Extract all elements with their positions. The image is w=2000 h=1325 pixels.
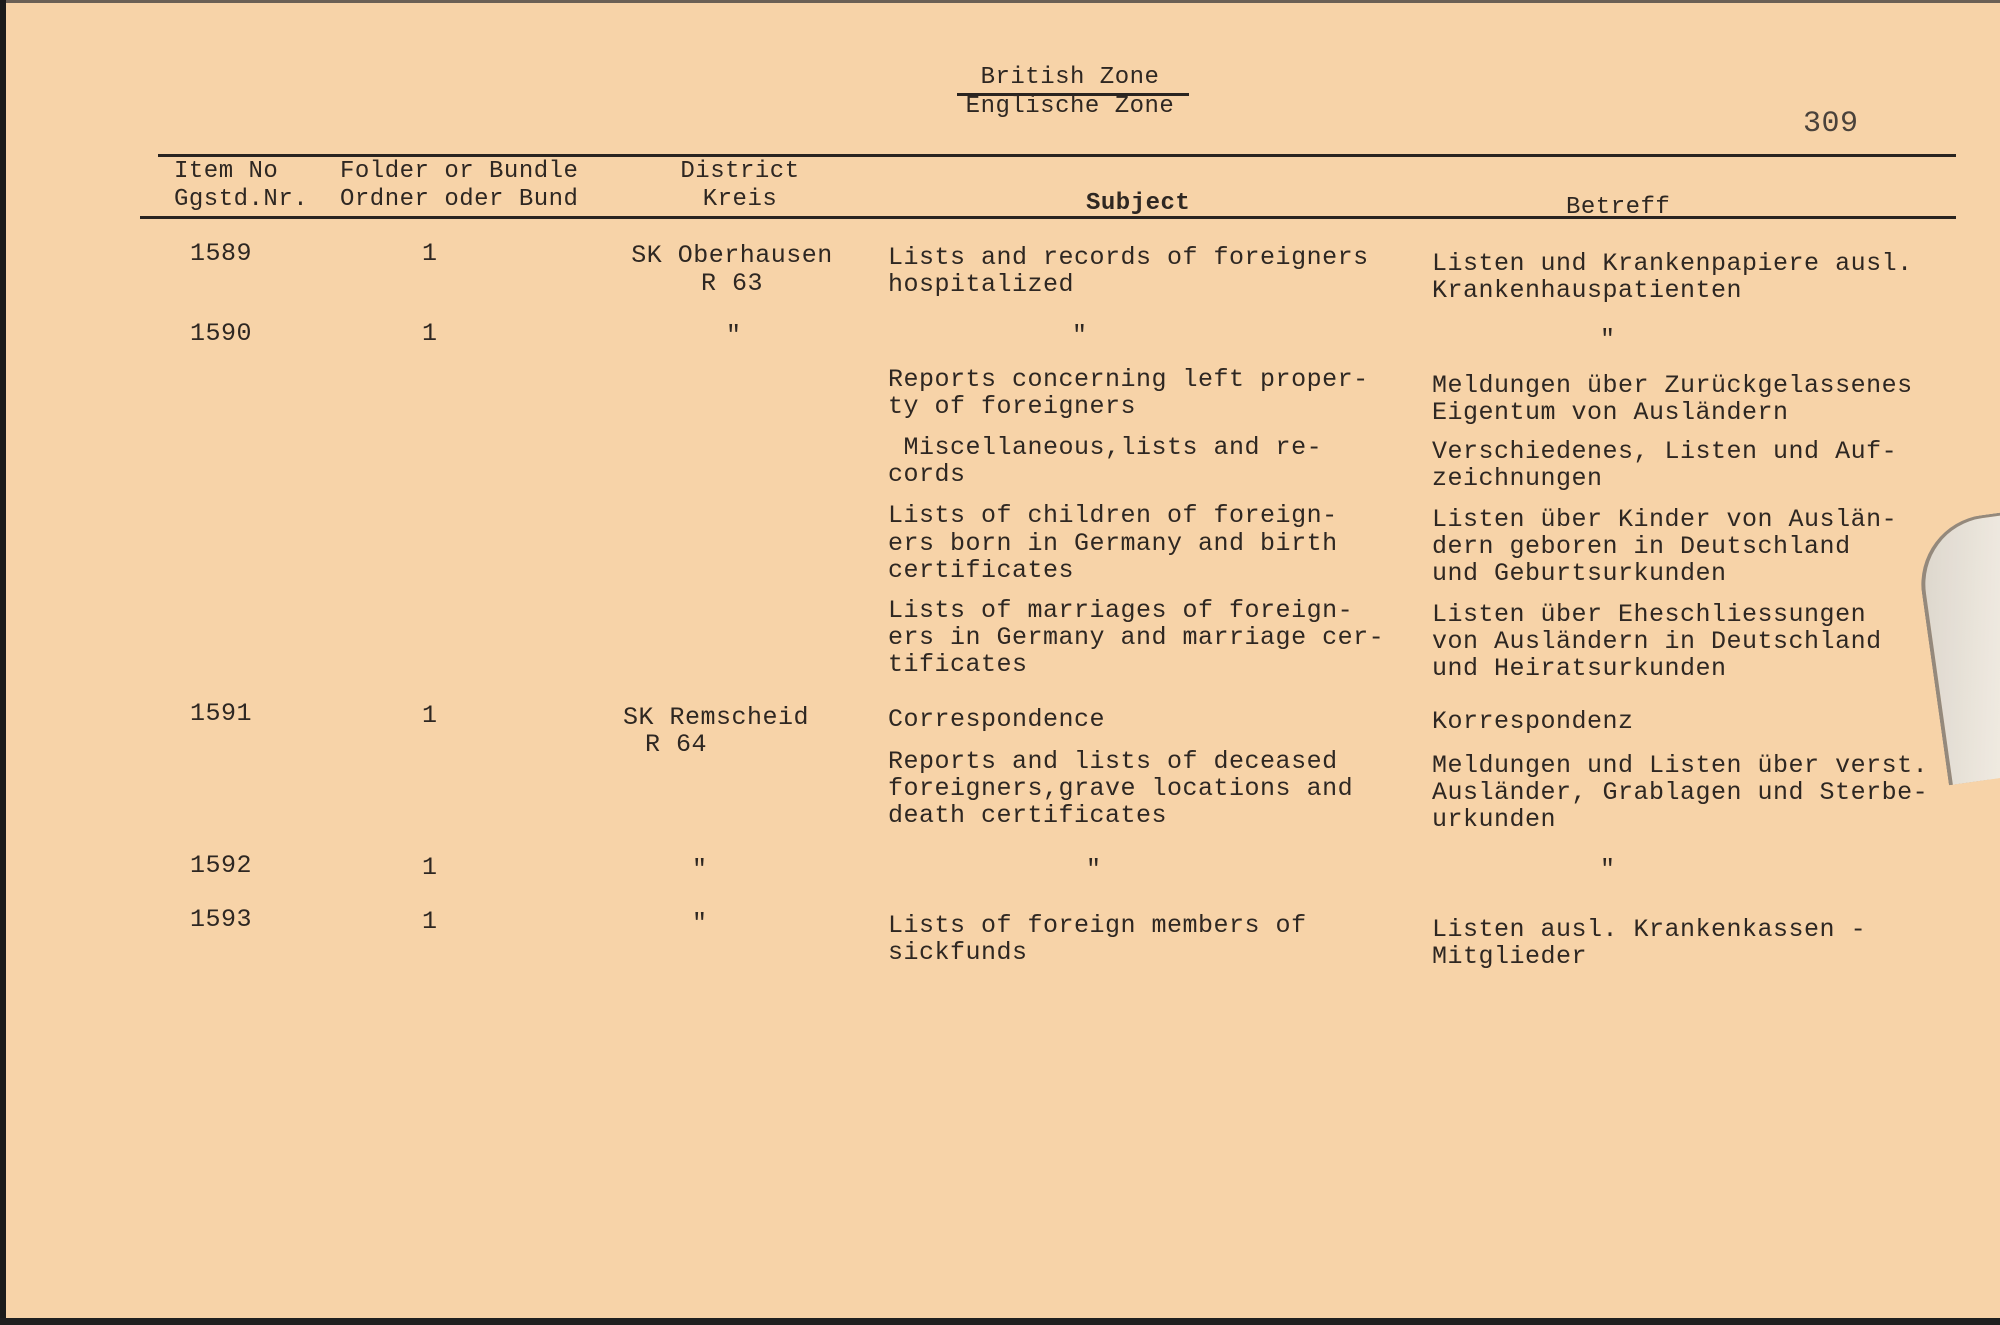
betreff-line: und Geburtsurkunden <box>1432 559 1727 588</box>
item-number: 1589 <box>190 239 253 268</box>
betreff-line: Listen und Krankenpapiere ausl. <box>1432 249 1913 278</box>
district-line: SK Remscheid <box>622 703 810 732</box>
betreff-line: Meldungen über Zurückgelassenes <box>1432 371 1913 400</box>
betreff-line: dern geboren in Deutschland <box>1432 532 1851 561</box>
page-left-edge <box>0 0 6 1325</box>
folder-count: 1 <box>422 907 438 936</box>
betreff-line: von Ausländern in Deutschland <box>1432 627 1882 656</box>
col-betreff: Betreff <box>1566 194 1671 221</box>
ditto-mark: " <box>1600 855 1616 884</box>
item-number: 1592 <box>190 851 253 880</box>
betreff-line: und Heiratsurkunden <box>1432 654 1727 683</box>
col-item-de: Ggstd.Nr. <box>174 186 309 213</box>
page-number: 309 <box>1803 107 1859 141</box>
subject-line: ers in Germany and marriage cer- <box>888 623 1385 652</box>
betreff-line: Ausländer, Grablagen und Sterbe- <box>1432 778 1929 807</box>
subject-line: certificates <box>888 556 1075 585</box>
page-top-edge <box>0 0 2000 3</box>
betreff-line: zeichnungen <box>1432 464 1603 493</box>
subject-line: hospitalized <box>888 270 1075 299</box>
betreff-line: Mitglieder <box>1432 942 1588 971</box>
betreff-line: Verschiedenes, Listen und Auf- <box>1432 437 1898 466</box>
table-top-rule <box>158 154 1956 157</box>
betreff-line: Krankenhauspatienten <box>1432 276 1743 305</box>
subject-line: cords <box>888 460 966 489</box>
item-number: 1590 <box>190 319 253 348</box>
folder-count: 1 <box>422 701 438 730</box>
subject-line: ty of foreigners <box>888 392 1137 421</box>
col-folder-de: Ordner oder Bund <box>340 186 579 213</box>
subject-line: foreigners,grave locations and <box>888 774 1354 803</box>
zone-title-en: British Zone <box>980 64 1160 91</box>
item-number: 1591 <box>190 699 253 728</box>
subject-line: tificates <box>888 650 1028 679</box>
subject-line: Lists of foreign members of <box>888 911 1307 940</box>
table-header-rule <box>140 216 1956 219</box>
betreff-line: urkunden <box>1432 805 1557 834</box>
folder-count: 1 <box>422 319 438 348</box>
col-district-en: District <box>680 158 800 185</box>
col-subject: Subject <box>1086 190 1191 217</box>
subject-line: Reports concerning left proper- <box>888 365 1369 394</box>
subject-line: Lists of marriages of foreign- <box>888 596 1354 625</box>
col-item-en: Item No <box>174 158 279 185</box>
zone-title-de: Englische Zone <box>965 93 1175 120</box>
district-line: R 64 <box>644 730 707 759</box>
ditto-mark: " <box>1072 321 1088 350</box>
district-line: R 63 <box>700 269 763 298</box>
district-line: SK Oberhausen <box>631 241 833 270</box>
ditto-mark: " <box>726 321 742 350</box>
subject-line: Lists of children of foreign- <box>888 501 1338 530</box>
betreff-line: Listen über Eheschliessungen <box>1432 600 1867 629</box>
subject-line: ers born in Germany and birth <box>888 529 1338 558</box>
subject-line: Lists and records of foreigners <box>888 243 1369 272</box>
ditto-mark: " <box>1600 325 1616 354</box>
ditto-mark: " <box>1086 855 1102 884</box>
ditto-mark: " <box>692 909 708 938</box>
betreff-line: Listen über Kinder von Auslän- <box>1432 505 1898 534</box>
betreff-line: Korrespondenz <box>1432 707 1634 736</box>
item-number: 1593 <box>190 905 253 934</box>
subject-line: death certificates <box>888 801 1168 830</box>
betreff-line: Meldungen und Listen über verst. <box>1432 751 1929 780</box>
subject-line: Miscellaneous,lists and re- <box>888 433 1323 462</box>
subject-line: sickfunds <box>888 938 1028 967</box>
subject-line: Reports and lists of deceased <box>888 747 1338 776</box>
col-folder-en: Folder or Bundle <box>340 158 579 185</box>
betreff-line: Listen ausl. Krankenkassen - <box>1432 915 1867 944</box>
betreff-line: Eigentum von Ausländern <box>1432 398 1789 427</box>
paper-clip-tab <box>1912 508 2000 786</box>
page-bottom-edge <box>0 1318 2000 1325</box>
subject-line: Correspondence <box>888 705 1106 734</box>
folder-count: 1 <box>422 239 438 268</box>
col-district-de: Kreis <box>702 186 778 213</box>
folder-count: 1 <box>422 853 438 882</box>
ditto-mark: " <box>692 855 708 884</box>
